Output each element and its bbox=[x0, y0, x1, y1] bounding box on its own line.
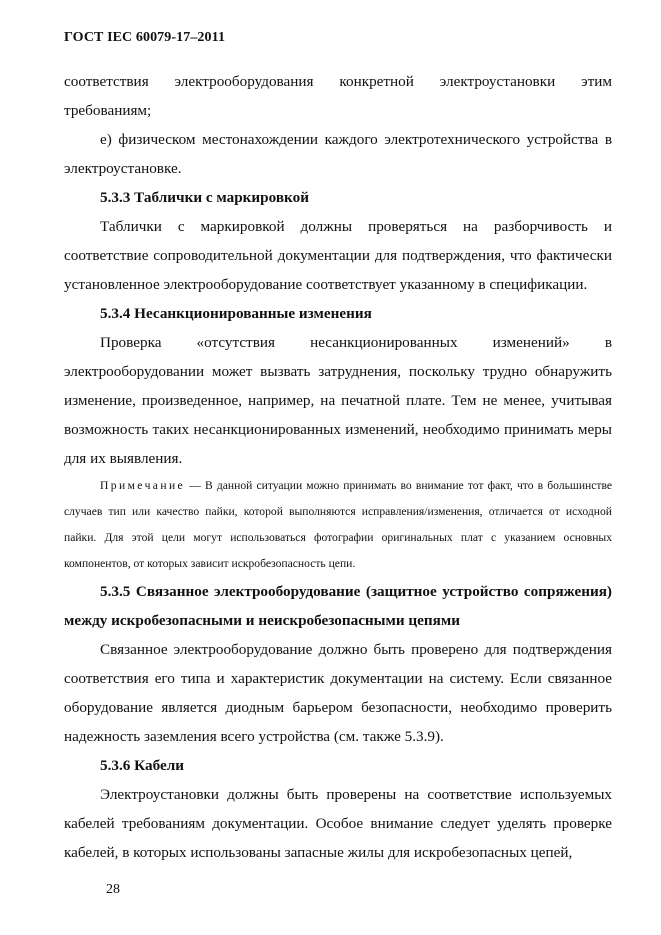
note-dash: — bbox=[185, 479, 205, 492]
paragraph-marking-plates: Таблички с маркировкой должны проверяться на разборчивость и соответствие сопроводительной документации для подтверждения, что фактически установленное электрооборудование соответствует указанному в спецификации. bbox=[64, 218, 612, 293]
page-body bbox=[64, 67, 612, 867]
paragraph-continuation: соответствия электрооборудования конкретной электроустановки этим требованиям; bbox=[64, 73, 612, 119]
page-number: 28 bbox=[106, 882, 120, 897]
paragraph-cables: Электроустановки должны быть проверены на соответствие используемых кабелей требованиям документации. Особое внимание следует уделять проверке кабелей, в которых использованы запасные жилы для искробезопасных цепей, bbox=[64, 786, 612, 861]
paragraph-associated-equipment: Связанное электрооборудование должно быть проверено для подтверждения соответствия его типа и характеристик документации на систему. Если связанное оборудование является диодным барьером безопасности, необходимо проверить надежность заземления всего устройства (см. также 5.3.9). bbox=[64, 641, 612, 745]
paragraph-list-item-e: е) физическом местонахождении каждого электротехнического устройства в электроустановке. bbox=[64, 131, 612, 177]
note-block bbox=[64, 473, 612, 577]
section-heading-5-3-4: 5.3.4 Несанкционированные изменения bbox=[100, 305, 372, 322]
section-heading-5-3-5: 5.3.5 Связанное электрооборудование (защитное устройство сопряжения) между искробезопасными и неискробезопасными цепями bbox=[64, 583, 612, 629]
section-heading-5-3-6: 5.3.6 Кабели bbox=[100, 757, 184, 774]
section-heading-5-3-3: 5.3.3 Таблички с маркировкой bbox=[100, 189, 309, 206]
note-label: Примечание bbox=[100, 479, 186, 492]
note-text: В данной ситуации можно принимать во внимание тот факт, что в большинстве случаев тип или качество пайки, которой выполняются исправления/изменения, отличается от исходной пайки. Для этой цели могут использоваться фотографии оригинальных плат с указанием основных компонентов, от которых зависит искробезопасность цепи. bbox=[64, 479, 612, 570]
paragraph-unauthorized-changes: Проверка «отсутствия несанкционированных изменений» в электрооборудовании может вызвать затруднения, поскольку трудно обнаружить изменение, произведенное, например, на печатной плате. Тем не менее, учитывая возможность таких несанкционированных изменений, необходимо принимать меры для их выявления. bbox=[64, 334, 612, 467]
standard-header: ГОСТ IEC 60079-17–2011 bbox=[64, 30, 226, 45]
